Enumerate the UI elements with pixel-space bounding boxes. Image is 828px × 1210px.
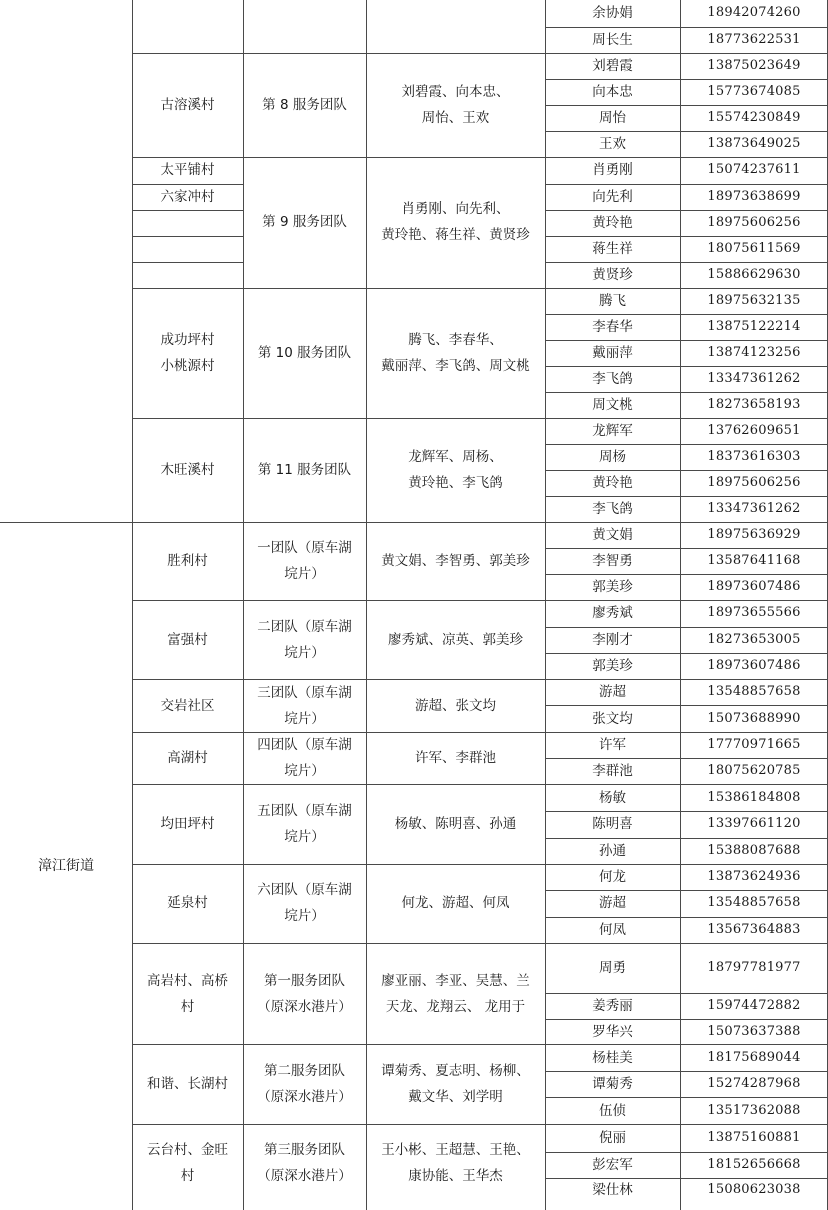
member-name: 张文均 (592, 710, 633, 727)
member-phone: 15773674085 (707, 84, 801, 99)
team-members: 何龙、游超、何凤 (401, 895, 510, 912)
member-name: 游超 (599, 684, 626, 700)
member-phone: 13517362088 (707, 1102, 801, 1118)
member-phone: 18175689044 (707, 1049, 801, 1065)
team-members: 谭菊秀、夏志明、杨柳、 戴文华、刘学明 (381, 1063, 530, 1105)
member-name: 何龙 (599, 868, 626, 885)
member-name: 刘碧霞 (592, 58, 633, 74)
member-phone: 18273658193 (707, 397, 801, 412)
member-name: 李智勇 (592, 553, 633, 569)
member-name: 蒋生祥 (592, 240, 633, 257)
column-divider (132, 0, 133, 1210)
team-members: 游超、张文均 (415, 697, 496, 714)
district-name: 漳江街道 (38, 858, 94, 874)
member-phone: 13548857658 (707, 895, 801, 911)
village-name: 木旺溪村 (160, 462, 215, 478)
village-name: 六家冲村 (160, 188, 215, 205)
member-name: 黄玲艳 (592, 214, 633, 231)
member-phone: 18273653005 (707, 631, 801, 647)
team-members: 廖秀斌、凉英、郭美珍 (388, 631, 523, 648)
member-phone: 13762609651 (707, 422, 801, 438)
member-name: 黄玲艳 (592, 475, 633, 491)
village-name: 交岩社区 (160, 697, 215, 714)
member-name: 杨桂美 (592, 1049, 633, 1066)
member-phone: 13548857658 (707, 684, 801, 699)
member-name: 戴丽萍 (592, 345, 633, 361)
team-members: 黄文娟、李智勇、郭美珍 (381, 553, 530, 569)
member-name: 郭美珍 (592, 579, 633, 595)
member-phone: 13397661120 (707, 816, 801, 832)
team-name: 二团队（原车湖 垸片） (257, 618, 352, 661)
member-phone: 13347361262 (707, 501, 801, 516)
member-name: 向本忠 (592, 84, 633, 100)
member-phone: 18975636929 (707, 527, 801, 542)
member-name: 周怡 (599, 110, 626, 126)
member-phone: 15974472882 (707, 998, 801, 1013)
team-name: 第一服务团队 （原深水港片） (257, 972, 352, 1015)
member-name: 姜秀丽 (592, 998, 633, 1014)
member-phone: 18942074260 (707, 5, 801, 21)
village-name: 成功坪村 小桃源村 (160, 331, 215, 374)
member-phone: 15886629630 (707, 266, 801, 282)
member-name: 许军 (599, 737, 626, 753)
village-name: 太平铺村 (160, 162, 215, 179)
member-name: 何凤 (599, 921, 626, 938)
member-name: 周勇 (599, 960, 626, 976)
member-name: 伍侦 (599, 1102, 626, 1119)
member-name: 周长生 (592, 31, 633, 48)
member-name: 黄文娟 (592, 527, 633, 543)
village-name (132, 236, 243, 262)
team-name: 五团队（原车湖 垸片） (257, 802, 352, 845)
member-phone: 18973607486 (707, 579, 801, 594)
member-phone: 18975606256 (707, 214, 801, 230)
member-name: 黄贤珍 (592, 266, 633, 283)
member-name: 向先利 (592, 188, 633, 205)
team-members: 腾飞、李春华、 戴丽萍、李飞鸽、周文桃 (381, 331, 530, 374)
member-phone: 15073637388 (707, 1023, 801, 1039)
member-phone: 13587641168 (707, 553, 801, 568)
member-phone: 17770971665 (707, 737, 801, 752)
team-members: 王小彬、王超慧、王艳、 康协能、王华杰 (381, 1142, 530, 1184)
member-name: 王欢 (599, 136, 626, 152)
member-name: 李飞鸽 (592, 371, 633, 387)
member-name: 廖秀斌 (592, 605, 633, 622)
member-name: 倪丽 (599, 1130, 626, 1146)
member-phone: 13873649025 (707, 136, 801, 151)
member-name: 孙通 (599, 842, 626, 859)
member-name: 陈明喜 (592, 816, 633, 833)
member-name: 龙辉军 (592, 422, 633, 439)
team-name: 一团队（原车湖 垸片） (257, 540, 352, 582)
member-phone: 18075611569 (707, 240, 801, 256)
team-name: 四团队（原车湖 垸片） (257, 737, 352, 779)
member-phone: 13875122214 (707, 319, 801, 334)
village-name: 胜利村 (167, 553, 208, 569)
member-phone: 15073688990 (707, 710, 801, 726)
member-phone: 13875160881 (707, 1130, 801, 1145)
member-phone: 18152656668 (707, 1157, 801, 1172)
member-phone: 13874123256 (707, 345, 801, 360)
column-divider (680, 0, 681, 1210)
member-name: 谭菊秀 (592, 1076, 633, 1092)
member-name: 彭宏军 (592, 1157, 633, 1173)
member-name: 郭美珍 (592, 658, 633, 674)
member-name: 腾飞 (599, 292, 626, 309)
team-name: 三团队（原车湖 垸片） (257, 684, 352, 727)
village-name: 云台村、金旺 村 (147, 1142, 228, 1184)
member-phone: 18973655566 (707, 605, 801, 621)
team-members: 杨敏、陈明喜、孙通 (394, 815, 517, 832)
member-phone: 15386184808 (707, 789, 801, 805)
team-name: 第二服务团队 （原深水港片） (257, 1063, 352, 1105)
village-name (132, 210, 243, 236)
member-name: 李春华 (592, 319, 633, 335)
member-phone: 18075620785 (707, 763, 801, 778)
team-members: 刘碧霞、向本忠、 周怡、王欢 (401, 84, 510, 126)
member-phone: 18975606256 (707, 475, 801, 490)
team-members: 肖勇刚、向先利、 黄玲艳、蒋生祥、黄贤珍 (381, 201, 530, 244)
team-members: 许军、李群池 (415, 750, 496, 766)
member-phone: 18373616303 (707, 448, 801, 464)
member-phone: 15388087688 (707, 842, 801, 858)
team-name: 第 10 服务团队 (257, 344, 352, 361)
team-name: 第 11 服务团队 (257, 462, 352, 478)
member-phone: 13873624936 (707, 868, 801, 884)
member-name: 李刚才 (592, 631, 633, 648)
member-phone: 18973607486 (707, 658, 801, 673)
member-name: 李飞鸽 (592, 501, 633, 517)
column-divider (243, 0, 244, 1210)
member-phone: 15274287968 (707, 1076, 801, 1091)
member-phone: 18975632135 (707, 292, 801, 308)
member-phone: 13567364883 (707, 921, 801, 937)
team-members: 龙辉军、周杨、 黄玲艳、李飞鸽 (408, 449, 503, 491)
member-name: 肖勇刚 (592, 162, 633, 179)
member-phone: 13875023649 (707, 58, 801, 73)
member-name: 罗华兴 (592, 1023, 633, 1040)
village-name: 高湖村 (167, 750, 208, 766)
team-members: 廖亚丽、李亚、吴慧、兰 天龙、龙翔云、 龙用于 (381, 972, 530, 1015)
team-name: 第 8 服务团队 (262, 97, 347, 113)
team-name: 六团队（原车湖 垸片） (257, 882, 352, 925)
member-name: 李群池 (592, 763, 633, 779)
member-name: 周文桃 (592, 397, 633, 413)
village-name: 和谐、长湖村 (147, 1076, 228, 1092)
member-name: 余协娟 (592, 5, 633, 22)
village-name: 古溶溪村 (160, 97, 215, 113)
village-name (132, 262, 243, 288)
member-phone: 18773622531 (707, 31, 801, 47)
member-name: 周杨 (599, 448, 626, 465)
village-name: 延泉村 (167, 895, 208, 912)
column-divider (545, 0, 546, 1210)
member-phone: 15074237611 (707, 162, 801, 178)
member-phone: 15574230849 (707, 110, 801, 125)
team-name: 第三服务团队 （原深水港片） (257, 1142, 352, 1184)
village-name: 高岩村、高桥 村 (147, 972, 228, 1015)
village-name: 富强村 (167, 631, 208, 648)
column-divider (366, 0, 367, 1210)
member-phone: 18973638699 (707, 188, 801, 204)
member-name: 梁仕林 (592, 1182, 633, 1198)
member-phone: 15080623038 (707, 1182, 801, 1197)
team-name: 第 9 服务团队 (262, 214, 347, 231)
member-phone: 18797781977 (707, 960, 801, 975)
member-phone: 13347361262 (707, 371, 801, 386)
member-name: 杨敏 (599, 789, 626, 806)
village-name: 均田坪村 (160, 815, 215, 832)
member-name: 游超 (599, 895, 626, 912)
